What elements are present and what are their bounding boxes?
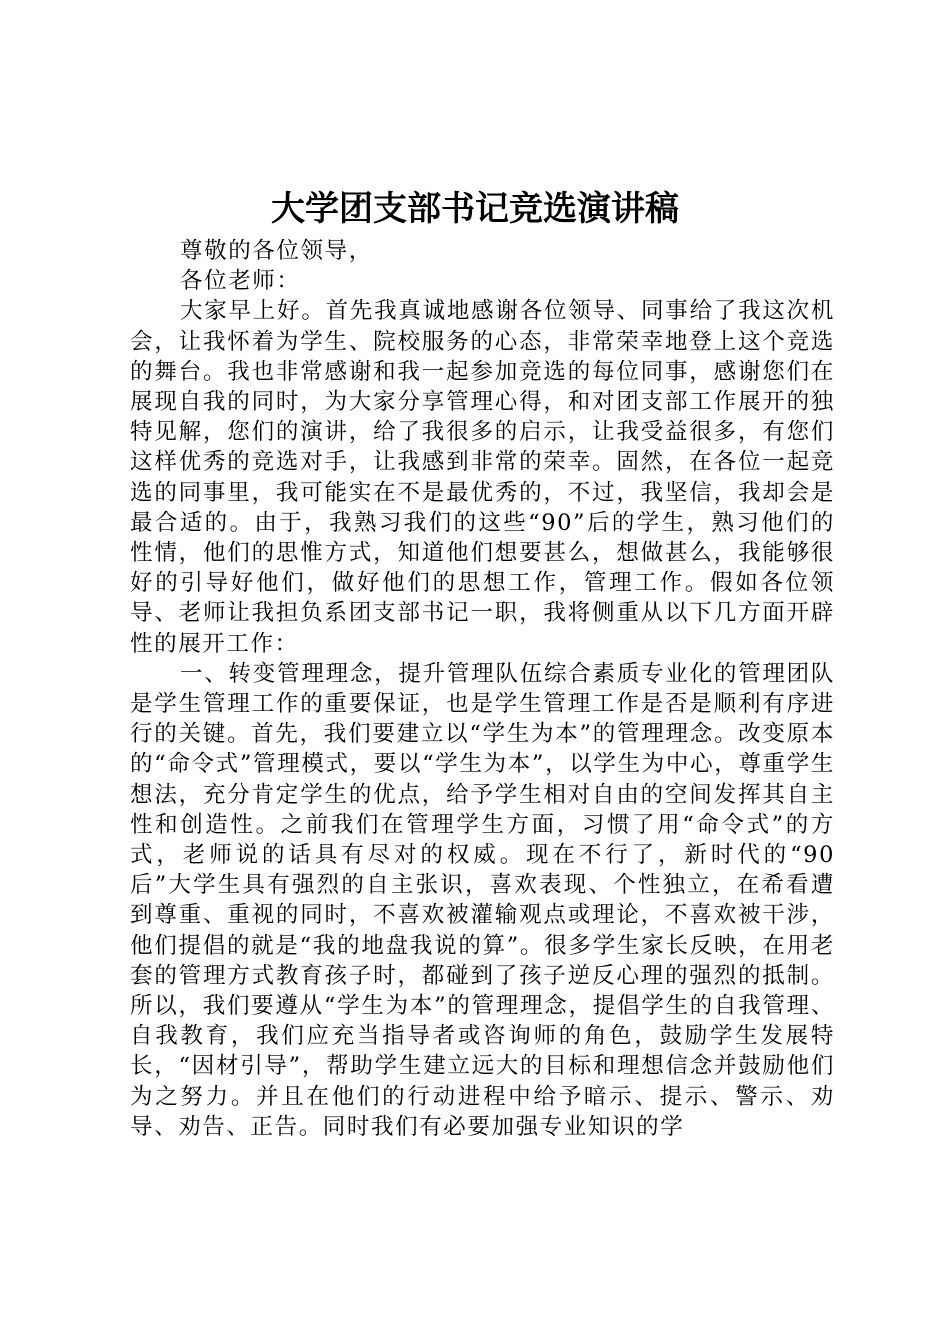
- document-title: 大学团支部书记竞选演讲稿: [271, 189, 679, 229]
- document-body: [130, 236, 835, 1142]
- paragraph-intro: 大家早上好。首先我真诚地感谢各位领导、同事给了我这次机会，让我怀着为学生、院校服务的心态，非常荣幸地登上这个竞选的舞台。我也非常感谢和我一起参加竞选的每位同事，感谢您们在展现自我的同时，为大家分享管理心得，和对团支部工作展开的独特见解，您们的演讲，给了我很多的启示，让我受益很多，有您们这样优秀的竞选对手，让我感到非常的荣幸。固然，在各位一起竞选的同事里，我可能实在不是最优秀的，不过，我坚信，我却会是最合适的。由于，我熟习我们的这些“90”后的学生，熟习他们的性情，他们的思惟方式，知道他们想要甚么，想做甚么，我能够很好的引导好他们，做好他们的思想工作，管理工作。假如各位领导、老师让我担负系团支部书记一职，我将侧重从以下几方面开辟性的展开工作：: [130, 298, 835, 657]
- paragraph-section-1: 一、转变管理理念，提升管理队伍综合素质专业化的管理团队是学生管理工作的重要保证，也是学生管理工作是否是顺利有序进行的关键。首先，我们要建立以“学生为本”的管理理念。改变原本的“命令式”管理模式，要以“学生为本”，以学生为中心，尊重学生想法，充分肯定学生的优点，给予学生相对自由的空间发挥其自主性和创造性。之前我们在管理学生方面，习惯了用“命令式”的方式，老师说的话具有尽对的权威。现在不行了，新时代的“90后”大学生具有强烈的自主张识，喜欢表现、个性独立，在希看遭到尊重、重视的同时，不喜欢被灌输观点或理论，不喜欢被干涉，他们提倡的就是“我的地盘我说的算”。很多学生家长反映，在用老套的管理方式教育孩子时，都碰到了孩子逆反心理的强烈的抵制。所以，我们要遵从“学生为本”的管理理念，提倡学生的自我管理、自我教育，我们应充当指导者或咨询师的角色，鼓励学生发展特长，“因材引导”，帮助学生建立远大的目标和理想信念并鼓励他们为之努力。并且在他们的行动进程中给予暗示、提示、警示、劝导、劝告、正告。同时我们有必要加强专业知识的学: [130, 660, 835, 1140]
- salutation-line-1: 尊敬的各位领导，: [180, 238, 373, 264]
- salutation-line-2: 各位老师：: [180, 268, 301, 295]
